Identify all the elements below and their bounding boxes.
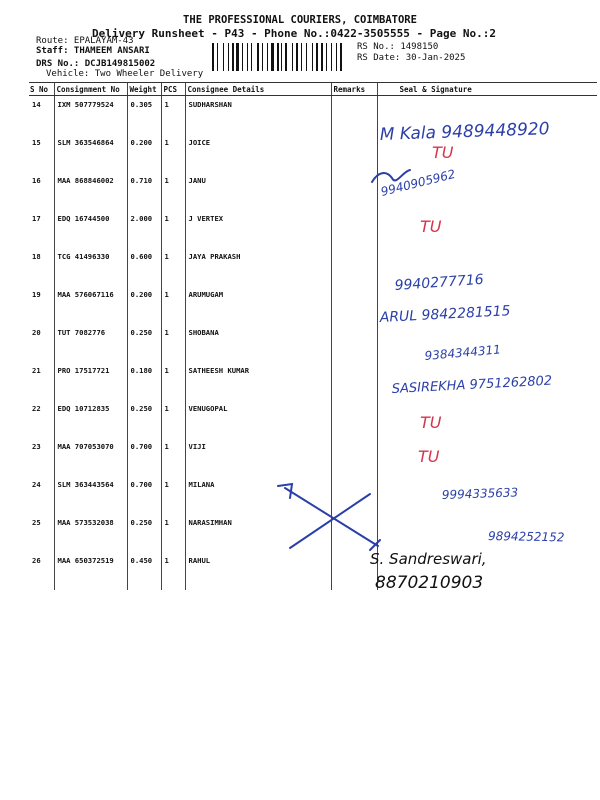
cell-consignment: MAA 576067116 [54, 286, 127, 324]
cell-consignee: NARASIMHAN [185, 514, 331, 552]
cell-consignee: JAYA PRAKASH [185, 248, 331, 286]
col-header-signature: Seal & Signature [377, 83, 597, 96]
cell-consignee: VIJI [185, 438, 331, 476]
signature-row-21: SASIREKHA 9751262802 [391, 373, 553, 397]
rs-date: RS Date: 30-Jan-2025 [357, 53, 466, 63]
cell-consignment: MAA 573532038 [54, 514, 127, 552]
svg-text:TU: TU [420, 413, 442, 432]
cell-consignment: EDQ 10712835 [54, 400, 127, 438]
runsheet-title: Delivery Runsheet - P43 - Phone No.:0422-3505555 - Page No.:2 [92, 27, 496, 40]
cell-consignee: J VERTEX [185, 210, 331, 248]
rs-number: RS No.: 1498150 [357, 42, 439, 52]
cell-pcs: 1 [161, 438, 185, 476]
cell-pcs: 1 [161, 400, 185, 438]
cell-sno: 24 [32, 479, 41, 489]
cell-weight: 2.000 [127, 210, 161, 248]
signature-row-16: 9940905962 [379, 166, 457, 199]
cell-sno: 26 [32, 555, 41, 565]
cell-consignment: MAA 650372519 [54, 552, 127, 590]
col-header-sno: S No [29, 83, 54, 96]
cell-consignment: EDQ 16744500 [54, 210, 127, 248]
cell-sno: 17 [32, 213, 41, 223]
signature-row-24: 9994335633 [441, 485, 519, 502]
cell-weight: 0.200 [127, 286, 161, 324]
staff-label: Staff: THAMEEM ANSARI [36, 46, 150, 56]
cell-consignee: ARUMUGAM [185, 286, 331, 324]
cross-strike [278, 170, 410, 550]
tick-marks [418, 143, 454, 466]
cell-pcs: 1 [161, 210, 185, 248]
cell-sno: 21 [32, 365, 41, 375]
cell-sno: 23 [32, 441, 41, 451]
signature-row-26-name: S. Sandreswari, [370, 550, 487, 568]
cell-consignment: IXM 507779524 [54, 96, 127, 134]
cell-consignee: RAHUL [185, 552, 331, 590]
cell-weight: 0.250 [127, 400, 161, 438]
signature-row-19: ARUL 9842281515 [379, 303, 511, 326]
cell-sno: 18 [32, 251, 41, 261]
col-header-consignment: Consignment No [54, 83, 127, 96]
cell-consignee: MILANA [185, 476, 331, 514]
svg-text:TU: TU [420, 217, 442, 236]
vehicle-label: Vehicle: Two Wheeler Delivery [46, 69, 204, 79]
cell-consignment: SLM 363546864 [54, 134, 127, 172]
cell-consignee: SHOBANA [185, 324, 331, 362]
cell-consignee: SATHEESH KUMAR [185, 362, 331, 400]
cell-weight: 0.700 [127, 476, 161, 514]
cell-weight: 0.250 [127, 324, 161, 362]
signature-row-15: M Kala 9489448920 [379, 119, 550, 145]
signature-row-18: 9940277716 [394, 271, 485, 294]
cell-pcs: 1 [161, 514, 185, 552]
cell-consignee: SUDHARSHAN [185, 96, 331, 134]
cell-weight: 0.200 [127, 134, 161, 172]
company-name: THE PROFESSIONAL COURIERS, COIMBATORE [183, 14, 417, 26]
col-header-pcs: PCS [161, 83, 185, 96]
route-label: Route: EPALAYAM-43 [36, 36, 134, 46]
cell-weight: 0.180 [127, 362, 161, 400]
cell-consignment: MAA 868846002 [54, 172, 127, 210]
signature-row-25: 9894252152 [487, 529, 565, 545]
cell-weight: 0.250 [127, 514, 161, 552]
cell-weight: 0.450 [127, 552, 161, 590]
cell-consignee: VENUGOPAL [185, 400, 331, 438]
signature-row-20: 9384344311 [424, 342, 502, 363]
signature-row-26-phone: 8870210903 [375, 573, 484, 593]
cell-pcs: 1 [161, 362, 185, 400]
col-header-consignee: Consignee Details [185, 83, 331, 96]
cell-sno: 22 [32, 403, 41, 413]
cell-pcs: 1 [161, 324, 185, 362]
col-header-remarks: Remarks [331, 83, 377, 96]
cell-pcs: 1 [161, 96, 185, 134]
cell-sno: 19 [32, 289, 41, 299]
cell-sno: 15 [32, 137, 41, 147]
cell-consignment: TUT 7082776 [54, 324, 127, 362]
cell-pcs: 1 [161, 248, 185, 286]
cell-sno: 16 [32, 175, 41, 185]
cell-consignee: JOICE [185, 134, 331, 172]
col-header-weight: Weight [127, 83, 161, 96]
cell-consignment: PRO 17517721 [54, 362, 127, 400]
drs-number: DRS No.: DCJB149815002 [36, 59, 156, 69]
cell-consignment: TCG 41496330 [54, 248, 127, 286]
cell-weight: 0.600 [127, 248, 161, 286]
cell-weight: 0.710 [127, 172, 161, 210]
cell-weight: 0.305 [127, 96, 161, 134]
cell-pcs: 1 [161, 286, 185, 324]
cell-pcs: 1 [161, 552, 185, 590]
cell-consignment: SLM 363443564 [54, 476, 127, 514]
cell-consignment: MAA 707053070 [54, 438, 127, 476]
cell-consignee: JANU [185, 172, 331, 210]
cell-sno: 20 [32, 327, 41, 337]
cell-pcs: 1 [161, 476, 185, 514]
cell-pcs: 1 [161, 134, 185, 172]
cell-sno: 14 [32, 100, 41, 109]
svg-text:TU: TU [432, 143, 454, 162]
cell-sno: 25 [32, 517, 41, 527]
cell-pcs: 1 [161, 172, 185, 210]
svg-text:TU: TU [418, 447, 440, 466]
cell-weight: 0.700 [127, 438, 161, 476]
